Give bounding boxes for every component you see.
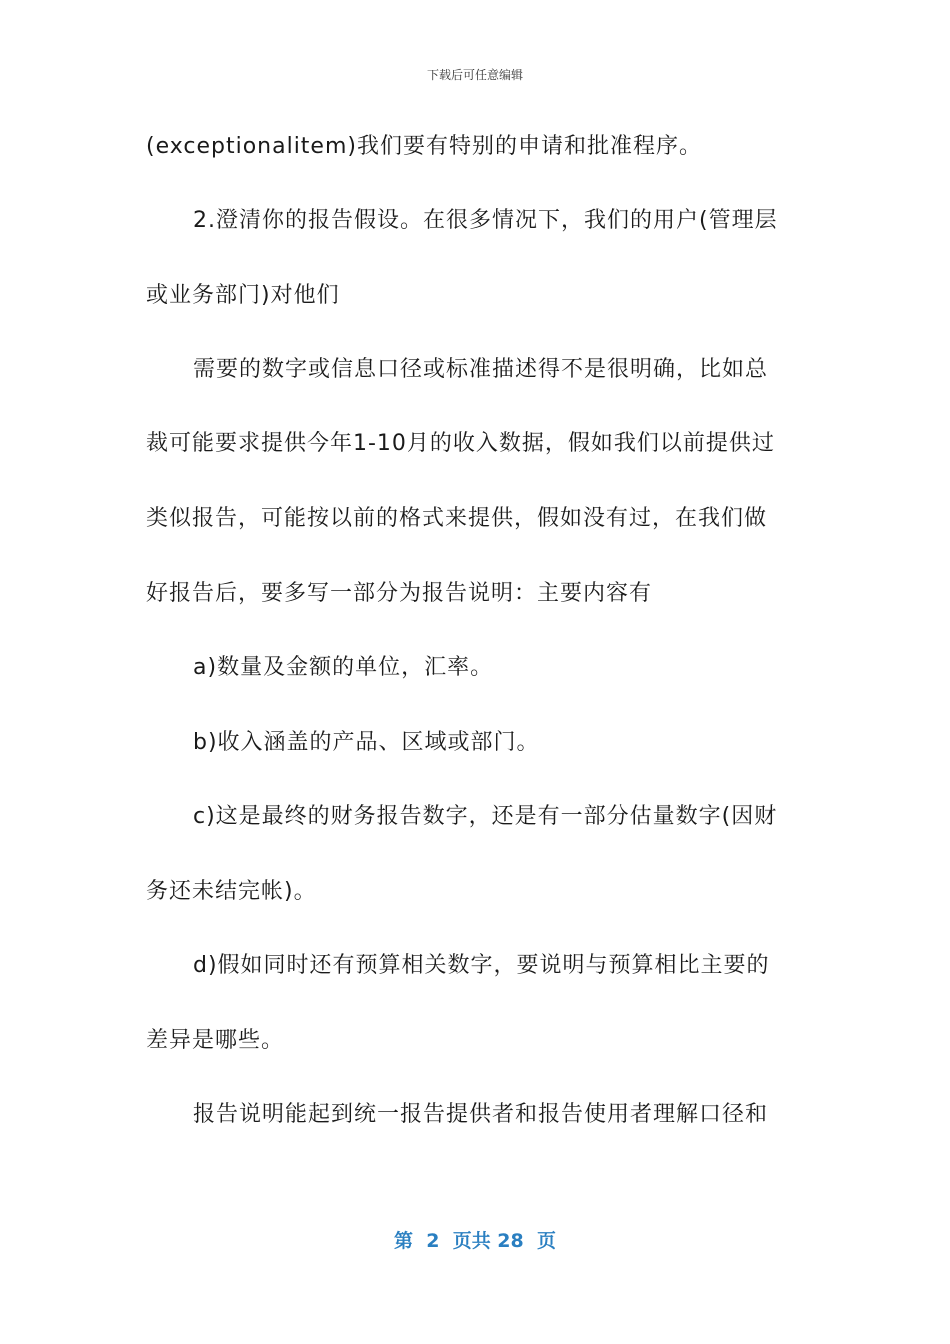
text-line: 裁可能要求提供今年1-10月的收入数据，假如我们以前提供过 bbox=[146, 431, 775, 456]
text-line: 或业务部门)对他们 bbox=[146, 283, 340, 308]
list-item: d)假如同时还有预算相关数字，要说明与预算相比主要的 bbox=[193, 953, 770, 978]
text-line: 需要的数字或信息口径或标准描述得不是很明确，比如总 bbox=[193, 357, 769, 382]
text-line: 差异是哪些。 bbox=[146, 1028, 285, 1053]
list-item: c)这是最终的财务报告数字，还是有一部分估量数字(因财 bbox=[193, 804, 778, 829]
text-line: 类似报告，可能按以前的格式来提供，假如没有过，在我们做 bbox=[146, 506, 768, 531]
text-line: 务还未结完帐)。 bbox=[146, 879, 317, 904]
text-line: 好报告后，要多写一部分为报告说明：主要内容有 bbox=[146, 581, 653, 606]
list-item: b)收入涵盖的产品、区域或部门。 bbox=[193, 730, 540, 755]
text-line: 报告说明能起到统一报告提供者和报告使用者理解口径和 bbox=[193, 1102, 769, 1127]
page-number-footer: 第 2 页共 28 页 bbox=[394, 1230, 556, 1252]
text-line: (exceptionalitem)我们要有特别的申请和批准程序。 bbox=[146, 134, 702, 159]
text-line: 2.澄清你的报告假设。在很多情况下，我们的用户(管理层 bbox=[193, 208, 778, 233]
list-item: a)数量及金额的单位，汇率。 bbox=[193, 655, 494, 680]
page-header: 下载后可任意编辑 bbox=[426, 68, 523, 82]
